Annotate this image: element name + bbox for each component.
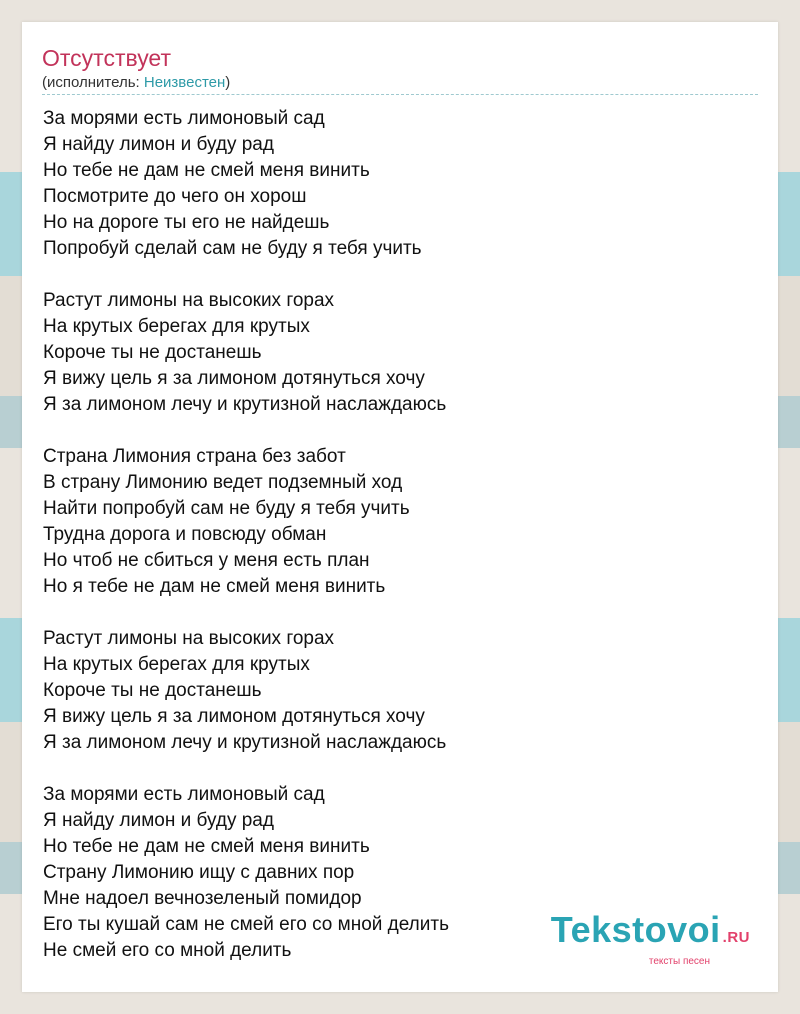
- lyric-line: За морями есть лимоновый сад: [43, 108, 325, 129]
- site-logo[interactable]: [550, 909, 750, 968]
- lyric-line: Но тебе не дам не смей меня винить: [43, 836, 370, 857]
- lyric-line: Я за лимоном лечу и крутизной наслаждаюсь: [43, 394, 447, 415]
- song-title: Отсутствует: [42, 45, 171, 71]
- lyrics-card: [22, 22, 778, 992]
- lyric-line: Страна Лимония страна без забот: [43, 446, 346, 467]
- lyric-line: Посмотрите до чего он хорош: [43, 186, 307, 207]
- lyric-line: Я вижу цель я за лимоном дотянуться хочу: [43, 368, 425, 389]
- lyric-line: Найти попробуй сам не буду я тебя учить: [43, 498, 410, 519]
- artist-line: [42, 73, 230, 93]
- artist-link[interactable]: Неизвестен: [143, 74, 226, 91]
- lyric-line: Попробуй сделай сам не буду я тебя учить: [43, 238, 422, 259]
- artist-suffix: ): [225, 74, 231, 91]
- stanza: [43, 444, 758, 600]
- logo-wordmark: [550, 909, 750, 956]
- lyric-line: Короче ты не достанешь: [43, 342, 262, 363]
- lyric-line: В страну Лимонию ведет подземный ход: [43, 472, 403, 493]
- stanza: [43, 106, 758, 262]
- stanza: [43, 626, 758, 756]
- lyric-line: Но на дороге ты его не найдешь: [43, 212, 330, 233]
- lyric-line: За морями есть лимоновый сад: [43, 784, 325, 805]
- artist-prefix: (исполнитель:: [42, 74, 144, 91]
- lyric-line: Я вижу цель я за лимоном дотянуться хочу: [43, 706, 425, 727]
- lyrics-body: [43, 106, 758, 964]
- lyric-line: Но чтоб не сбиться у меня есть план: [43, 550, 370, 571]
- lyric-line: Страну Лимонию ищу с давних пор: [43, 862, 355, 883]
- lyric-line: Я найду лимон и буду рад: [43, 810, 274, 831]
- lyric-line: На крутых берегах для крутых: [43, 316, 310, 337]
- lyric-line: Трудна дорога и повсюду обман: [43, 524, 327, 545]
- lyric-line: Я найду лимон и буду рад: [43, 134, 274, 155]
- logo-main-text: Tekstovoi: [550, 909, 721, 950]
- lyric-line: Но тебе не дам не смей меня винить: [43, 160, 370, 181]
- lyric-line: Растут лимоны на высоких горах: [43, 628, 335, 649]
- lyric-line: Я за лимоном лечу и крутизной наслаждаюсь: [43, 732, 447, 753]
- lyric-line: Короче ты не достанешь: [43, 680, 262, 701]
- logo-tagline: тексты песен: [648, 956, 710, 967]
- lyric-line: Его ты кушай сам не смей его со мной делить: [43, 914, 449, 935]
- lyric-line: На крутых берегах для крутых: [43, 654, 310, 675]
- lyric-line: Растут лимоны на высоких горах: [43, 290, 335, 311]
- lyric-line: Не смей его со мной делить: [43, 940, 292, 961]
- lyric-line: Но я тебе не дам не смей меня винить: [43, 576, 386, 597]
- logo-suffix: .RU: [722, 929, 750, 946]
- stanza: [43, 288, 758, 418]
- title-divider: [42, 94, 758, 95]
- lyric-line: Мне надоел вечнозеленый помидор: [43, 888, 362, 909]
